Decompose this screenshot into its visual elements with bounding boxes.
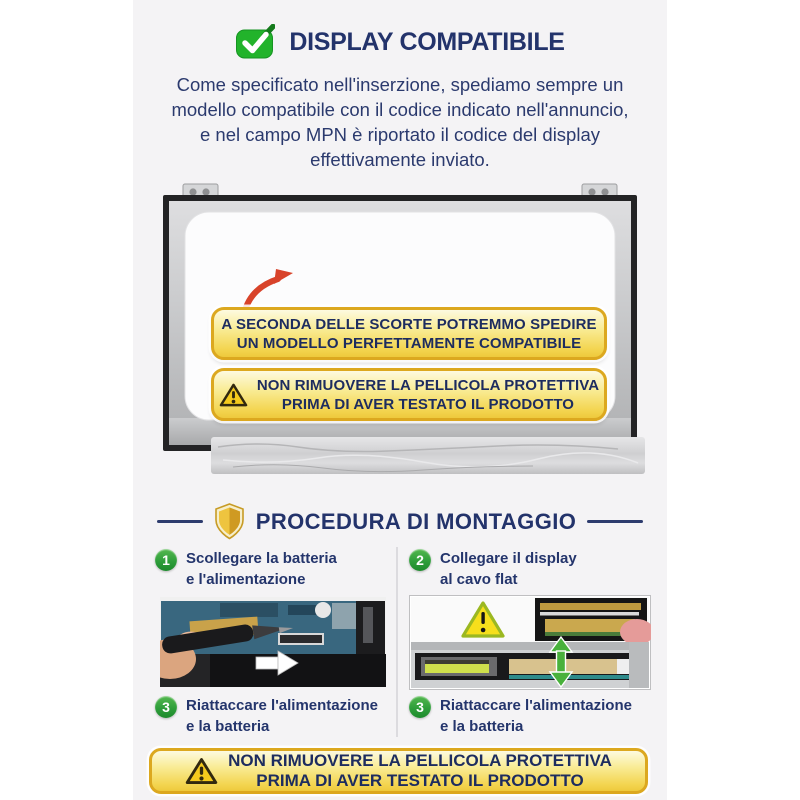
step-line: Scollegare la batteria — [186, 550, 337, 567]
step-1-text — [186, 548, 337, 590]
footer-warning-box — [149, 748, 648, 794]
film-warning-text — [257, 376, 599, 414]
step-number-badge: 1 — [155, 549, 177, 571]
step-number-badge: 2 — [409, 549, 431, 571]
step-line: e la batteria — [186, 718, 270, 735]
stock-note-line: A SECONDA DELLE SCORTE POTREMMO SPEDIRE — [221, 315, 597, 333]
film-warning-line: NON RIMUOVERE LA PELLICOLA PROTETTIVA — [256, 376, 600, 394]
step-line: Riattaccare l'alimentazione — [440, 697, 632, 714]
step-line: Riattaccare l'alimentazione — [186, 697, 378, 714]
stock-note-line: UN MODELLO PERFETTAMENTE COMPATIBILE — [236, 334, 582, 352]
film-warning-line: PRIMA DI AVER TESTATO IL PRODOTTO — [281, 395, 575, 413]
page-title: DISPLAY COMPATIBILE — [289, 27, 565, 56]
step-line: al cavo flat — [440, 571, 518, 588]
step-number-badge: 3 — [409, 696, 431, 718]
procedure-title: PROCEDURA DI MONTAGGIO — [255, 508, 577, 534]
step-line: e l'alimentazione — [186, 571, 306, 588]
procedure-heading — [133, 503, 667, 540]
step-2 — [409, 548, 577, 590]
footer-warning-line: PRIMA DI AVER TESTATO IL PRODOTTO — [256, 771, 584, 790]
intro-paragraph — [143, 72, 657, 172]
photo-connect-display — [409, 595, 651, 695]
heading-rule-right — [587, 520, 643, 523]
film-warning-box — [211, 368, 607, 421]
header — [133, 24, 667, 60]
check-icon — [235, 24, 275, 60]
step-1 — [155, 548, 337, 590]
step-number-badge: 3 — [155, 696, 177, 718]
intro-line: e nel campo MPN è riportato il codice del display — [200, 124, 600, 145]
step-3-left — [155, 695, 378, 737]
footer-warning-text — [228, 751, 612, 791]
step-line: e la batteria — [440, 718, 524, 735]
photo-disconnect-battery-drawing — [160, 597, 386, 687]
connector-closeup-inset — [535, 598, 651, 645]
photo-connect-display-drawing — [409, 595, 651, 690]
column-divider — [396, 547, 398, 737]
step-3-right-text — [440, 695, 632, 737]
intro-line: modello compatibile con il codice indicato nell'annuncio, — [171, 99, 629, 120]
intro-line: effettivamente inviato. — [310, 149, 490, 170]
intro-line: Come specificato nell'inserzione, spediamo sempre un — [176, 74, 624, 95]
step-line: Collegare il display — [440, 550, 577, 567]
warning-triangle-icon — [185, 756, 218, 786]
warning-triangle-icon — [219, 382, 248, 408]
step-3-right — [409, 695, 632, 737]
photo-disconnect-battery — [160, 597, 386, 692]
step-2-text — [440, 548, 577, 590]
stock-note-box — [211, 307, 607, 360]
stock-note-text — [221, 315, 596, 353]
step-3-left-text — [186, 695, 378, 737]
footer-warning-line: NON RIMUOVERE LA PELLICOLA PROTETTIVA — [228, 751, 612, 770]
shield-icon — [214, 503, 245, 540]
heading-rule-left — [157, 520, 203, 523]
